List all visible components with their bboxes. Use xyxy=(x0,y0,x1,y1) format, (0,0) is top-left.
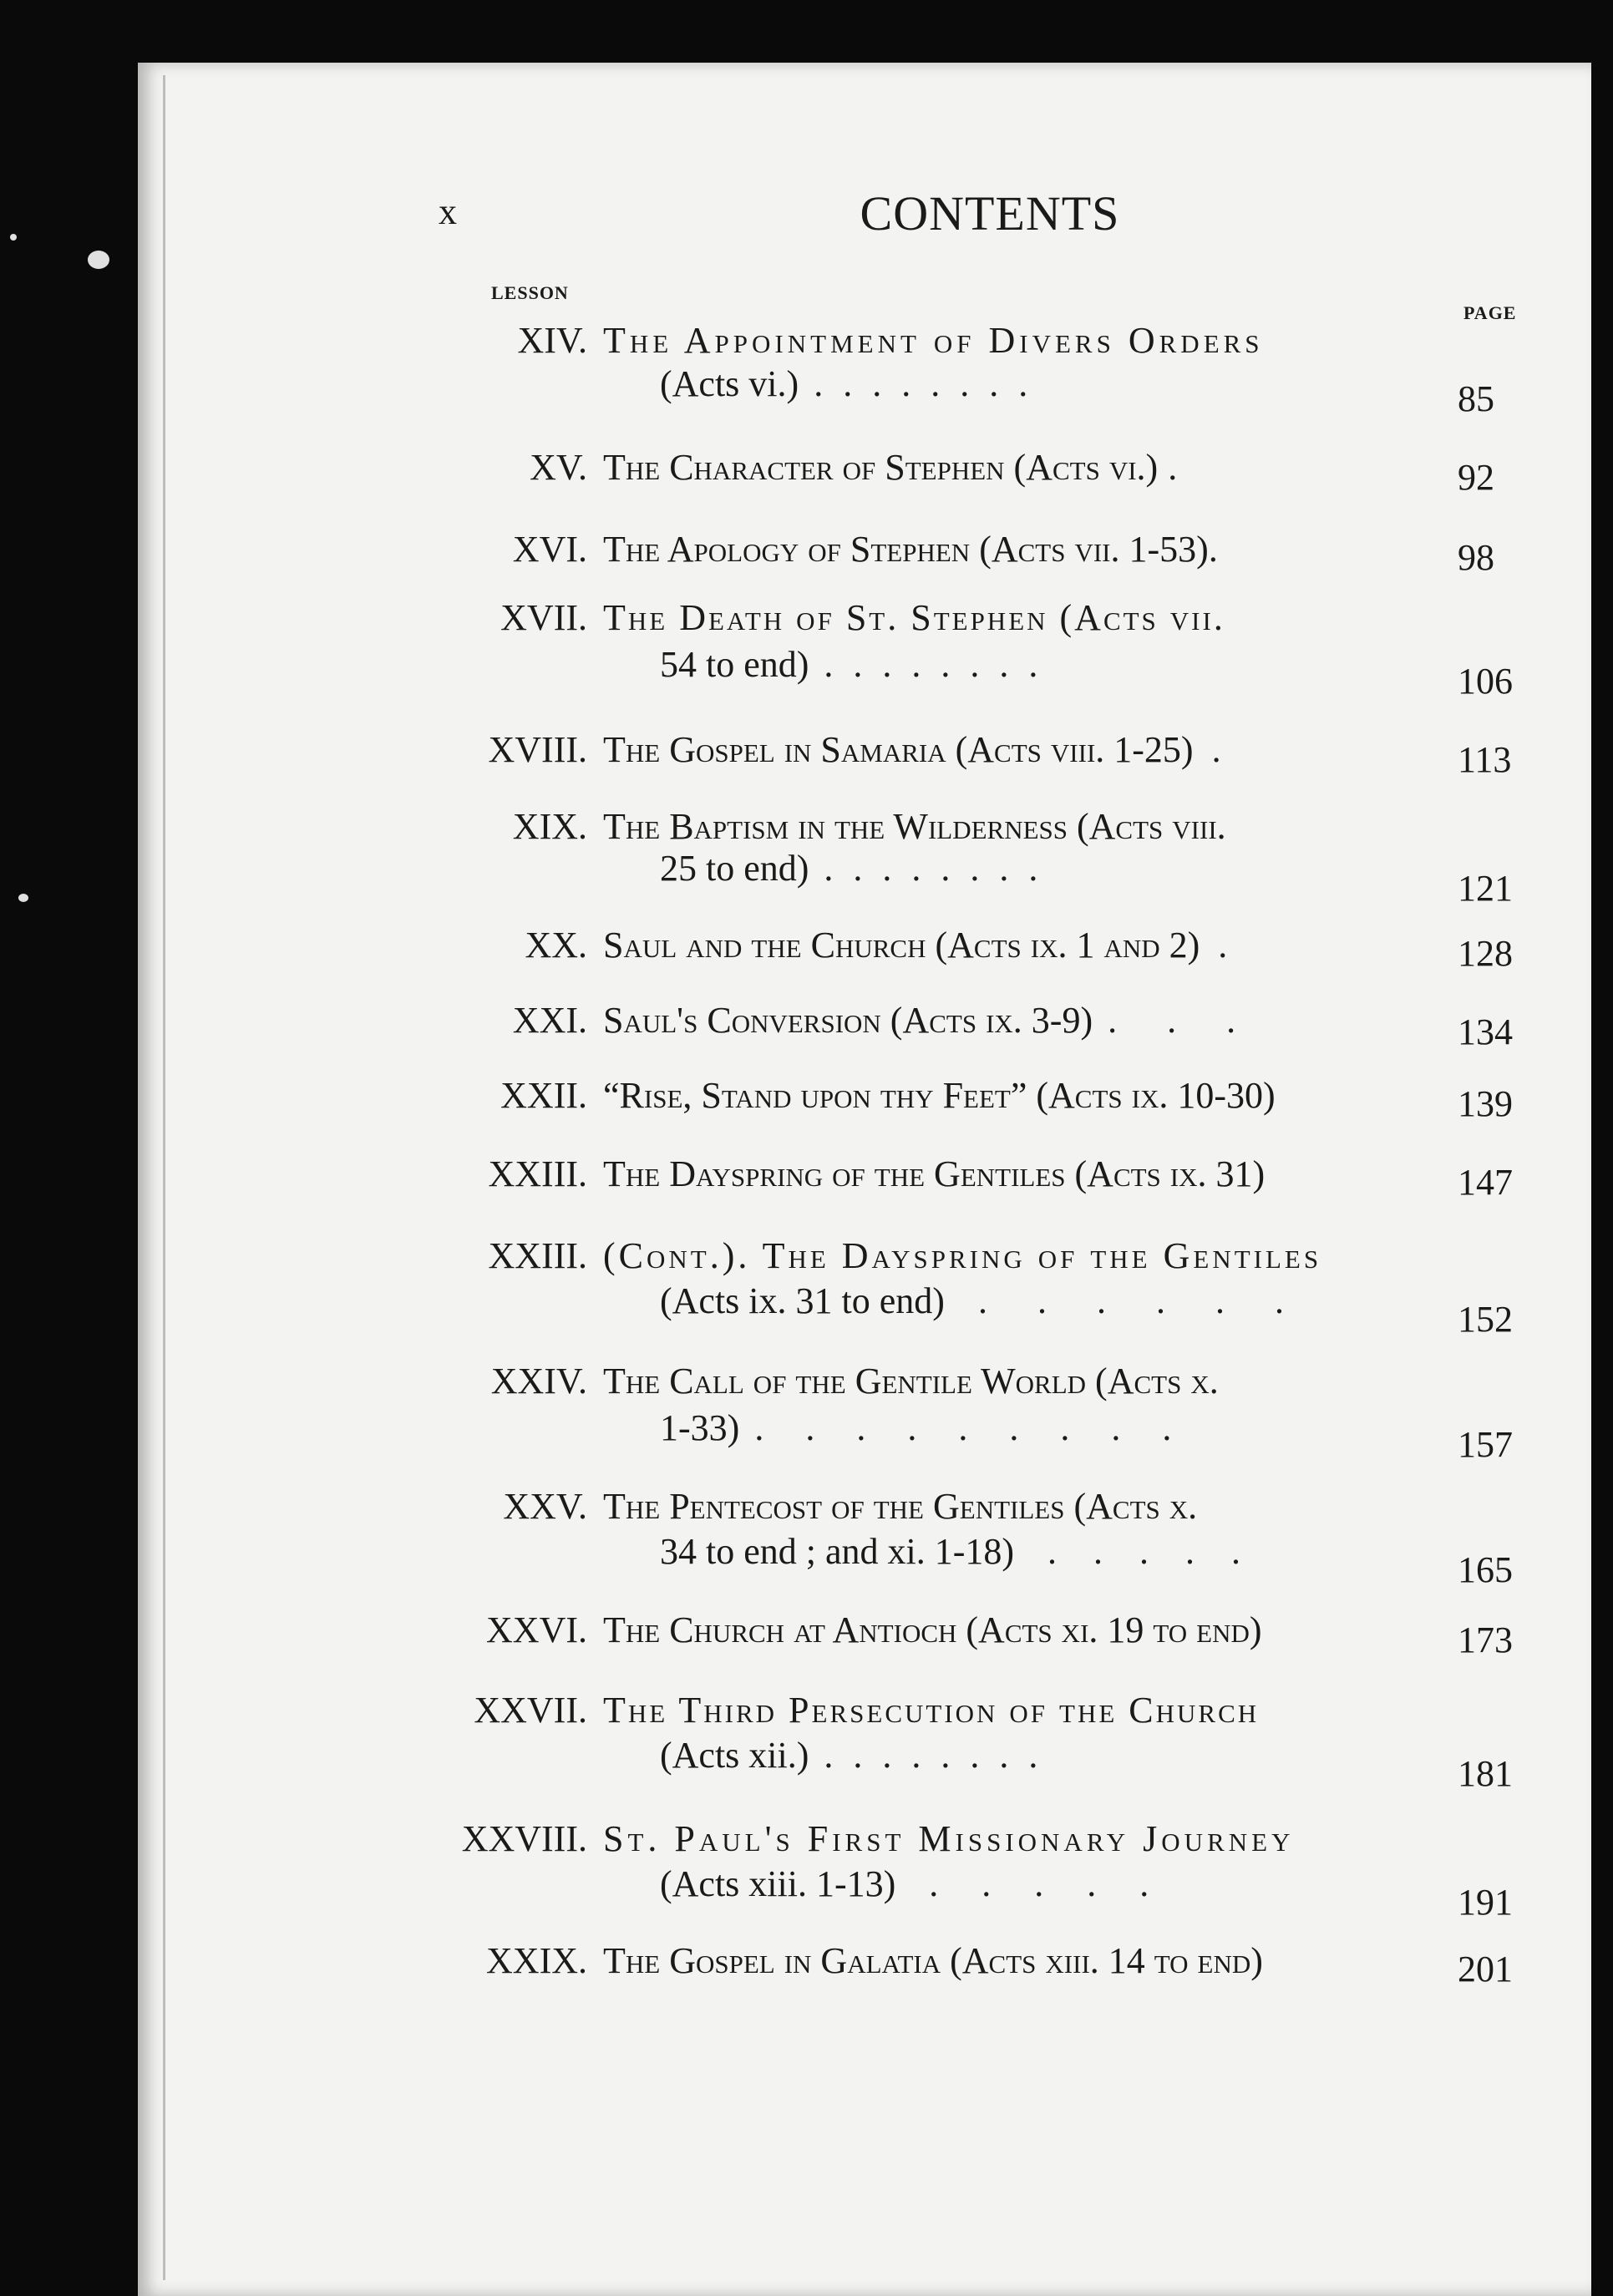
lesson-title: The Third Persecution of the Church xyxy=(603,1690,1260,1731)
page-number: 173 xyxy=(1458,1619,1513,1660)
lesson-title: The Church at Antioch (Acts xi. 19 to end) xyxy=(603,1609,1262,1650)
page-number: 128 xyxy=(1458,933,1513,974)
lesson-number: XXIX. xyxy=(486,1940,587,1981)
page-number: 157 xyxy=(1458,1424,1513,1465)
lesson-number: XVI. xyxy=(512,529,587,570)
lesson-title: The Dayspring of the Gentiles (Acts ix. 31) xyxy=(603,1153,1266,1194)
lesson-title: The Apology of Stephen (Acts vii. 1-53). xyxy=(603,529,1218,570)
page-number: 85 xyxy=(1458,378,1494,419)
lesson-title-continuation: (Acts xii.) ........ xyxy=(660,1735,1058,1776)
lesson-title: Saul's Conversion (Acts ix. 3-9) ... xyxy=(603,1000,1286,1041)
lesson-title: The Pentecost of the Gentiles (Acts x. xyxy=(603,1486,1198,1527)
page-number: 165 xyxy=(1458,1549,1513,1590)
lesson-title: The Baptism in the Wilderness (Acts viii. xyxy=(603,806,1226,847)
scan-speck xyxy=(18,894,28,902)
lesson-title: The Call of the Gentile World (Acts x. xyxy=(603,1361,1219,1401)
page-column-label: PAGE xyxy=(1463,302,1517,323)
page-number: 191 xyxy=(1458,1882,1513,1923)
lesson-title: “Rise, Stand upon thy Feet” (Acts ix. 10-30) xyxy=(603,1075,1276,1116)
lesson-number: XXI. xyxy=(512,1000,587,1041)
lesson-title: The Appointment of Divers Orders xyxy=(603,320,1264,361)
lesson-number: XVIII. xyxy=(488,729,587,770)
lesson-number: XX. xyxy=(525,925,587,966)
lesson-number: XV. xyxy=(530,447,587,488)
lesson-title-continuation: 1-33) ......... xyxy=(660,1407,1214,1448)
lesson-title: The Gospel in Galatia (Acts xiii. 14 to end) xyxy=(603,1940,1263,1981)
lesson-number: XIV. xyxy=(517,320,587,361)
page-number: 98 xyxy=(1458,537,1494,578)
page-number: 92 xyxy=(1458,457,1494,498)
lesson-number: XXV. xyxy=(503,1486,587,1527)
lesson-column-label: LESSON xyxy=(491,282,569,303)
lesson-title-continuation: (Acts xiii. 1-13) ..... xyxy=(660,1863,1193,1904)
lesson-number: XXVI. xyxy=(486,1609,587,1650)
lesson-number: XXVII. xyxy=(474,1690,587,1731)
lesson-title-continuation: 25 to end) ........ xyxy=(660,848,1058,889)
page-number: 134 xyxy=(1458,1011,1513,1052)
scan-speck xyxy=(88,251,109,269)
lesson-number: XXIII. xyxy=(488,1153,587,1194)
page-number: 121 xyxy=(1458,868,1513,909)
lesson-title-continuation: 34 to end ; and xi. 1-18) ..... xyxy=(660,1531,1278,1572)
lesson-title: The Character of Stephen (Acts vi.) . xyxy=(603,447,1198,488)
lesson-number: XVII. xyxy=(500,597,587,638)
page-number: 106 xyxy=(1458,661,1513,702)
page-gutter-edge xyxy=(163,75,165,2280)
page-number: 147 xyxy=(1458,1162,1513,1203)
lesson-title-continuation: (Acts vi.) ........ xyxy=(660,363,1048,404)
lesson-title: St. Paul's First Missionary Journey xyxy=(603,1818,1295,1859)
page-number: 181 xyxy=(1458,1753,1513,1794)
lesson-title: The Death of St. Stephen (Acts vii. xyxy=(603,597,1225,638)
lesson-number: XXIV. xyxy=(490,1361,587,1401)
lesson-title: The Gospel in Samaria (Acts viii. 1-25) . xyxy=(603,729,1241,770)
page-number: 152 xyxy=(1458,1299,1513,1340)
lesson-number: XIX. xyxy=(512,806,587,847)
page-number: 139 xyxy=(1458,1083,1513,1124)
page-heading: CONTENTS xyxy=(860,186,1120,241)
lesson-title: Saul and the Church (Acts ix. 1 and 2) . xyxy=(603,925,1248,966)
lesson-title: (Cont.). The Dayspring of the Gentiles xyxy=(603,1235,1322,1276)
page-number: 201 xyxy=(1458,1949,1513,1989)
lesson-title-continuation: 54 to end) ........ xyxy=(660,644,1058,685)
lesson-number: XXIII. xyxy=(488,1235,587,1276)
page-number: 113 xyxy=(1458,739,1512,780)
lesson-number: XXVIII. xyxy=(461,1818,587,1859)
lesson-number: XXII. xyxy=(500,1075,587,1116)
page-folio: x xyxy=(439,191,457,232)
lesson-title-continuation: (Acts ix. 31 to end) ...... xyxy=(660,1280,1334,1321)
